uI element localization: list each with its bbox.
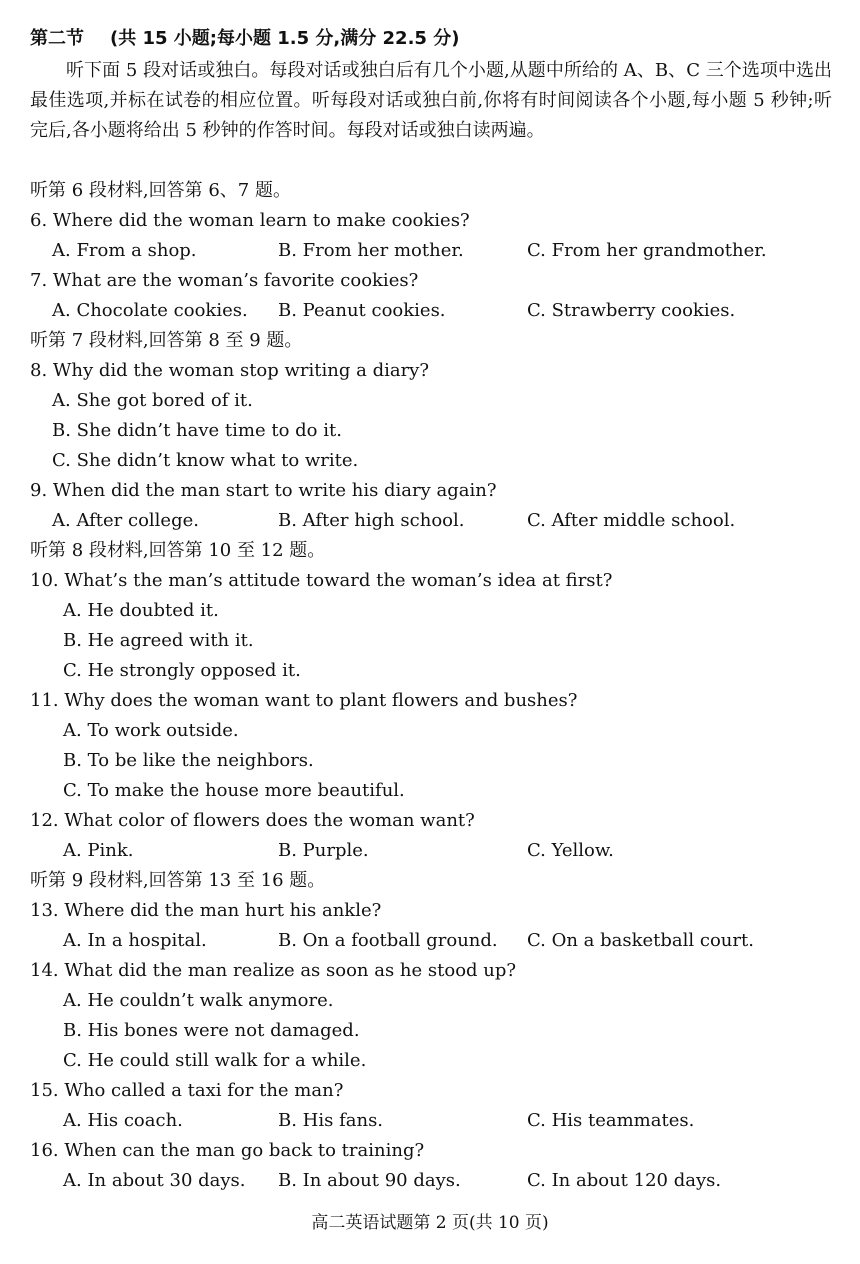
option-a: A. After college. (52, 510, 199, 531)
question-stem: 15. Who called a taxi for the man? (30, 1080, 344, 1101)
section-detail: (共 15 小题;每小题 1.5 分,满分 22.5 分) (110, 28, 460, 49)
option-c: C. In about 120 days. (527, 1170, 722, 1191)
option-a: A. Chocolate cookies. (52, 300, 248, 321)
question-stem: 13. Where did the man hurt his ankle? (30, 900, 382, 921)
option-c: C. Yellow. (527, 840, 614, 861)
option-b: B. Peanut cookies. (278, 300, 446, 321)
question-stem: 9. When did the man start to write his diary again? (30, 480, 497, 501)
question-stem: 8. Why did the woman stop writing a diary? (30, 360, 429, 381)
option-a: A. Pink. (63, 840, 134, 861)
option-c: C. From her grandmother. (527, 240, 767, 261)
option-a: A. In a hospital. (63, 930, 207, 951)
option-a: A. To work outside. (63, 720, 239, 741)
section-intro: 听下面 5 段对话或独白。每段对话或独白后有几个小题,从题中所给的 A、B、C 三个选项中选出最佳选项,并标在试卷的相应位置。听每段对话或独白前,你将有时间阅读各个小题,每小题 5 秒钟;听完后,各小题将给出 5 秒钟的作答时间。每段对话或独白读两遍。 (30, 60, 832, 141)
question-stem: 11. Why does the woman want to plant flowers and bushes? (30, 690, 578, 711)
option-b: B. To be like the neighbors. (63, 750, 314, 771)
group-instruction: 听第 7 段材料,回答第 8 至 9 题。 (30, 330, 303, 351)
option-b: B. From her mother. (278, 240, 464, 261)
option-b: B. His fans. (278, 1110, 384, 1131)
option-b: B. She didn’t have time to do it. (52, 420, 342, 441)
page-footer: 高二英语试题第 2 页(共 10 页) (311, 1213, 549, 1233)
group-instruction: 听第 9 段材料,回答第 13 至 16 题。 (30, 870, 326, 891)
option-c: C. On a basketball court. (527, 930, 754, 951)
question-stem: 6. Where did the woman learn to make cookies? (30, 210, 470, 231)
group-instruction: 听第 8 段材料,回答第 10 至 12 题。 (30, 540, 326, 561)
section-title: 第二节 (30, 28, 84, 49)
option-a: A. He doubted it. (63, 600, 219, 621)
option-c: C. He could still walk for a while. (63, 1050, 367, 1071)
option-b: B. On a football ground. (278, 930, 498, 951)
option-b: B. After high school. (278, 510, 465, 531)
group-instruction: 听第 6 段材料,回答第 6、7 题。 (30, 180, 291, 201)
option-b: B. He agreed with it. (63, 630, 254, 651)
option-a: A. His coach. (63, 1110, 183, 1131)
section-heading (30, 24, 459, 54)
option-c: C. After middle school. (527, 510, 736, 531)
option-b: B. In about 90 days. (278, 1170, 461, 1191)
question-stem: 10. What’s the man’s attitude toward the woman’s idea at first? (30, 570, 613, 591)
question-stem: 7. What are the woman’s favorite cookies? (30, 270, 419, 291)
option-a: A. She got bored of it. (52, 390, 253, 411)
option-a: A. From a shop. (52, 240, 197, 261)
option-c: C. He strongly opposed it. (63, 660, 301, 681)
option-b: B. His bones were not damaged. (63, 1020, 360, 1041)
question-stem: 16. When can the man go back to training? (30, 1140, 425, 1161)
option-c: C. To make the house more beautiful. (63, 780, 405, 801)
option-a: A. In about 30 days. (63, 1170, 246, 1191)
option-a: A. He couldn’t walk anymore. (63, 990, 334, 1011)
option-c: C. She didn’t know what to write. (52, 450, 359, 471)
option-b: B. Purple. (278, 840, 369, 861)
question-stem: 14. What did the man realize as soon as he stood up? (30, 960, 517, 981)
question-stem: 12. What color of flowers does the woman want? (30, 810, 475, 831)
option-c: C. Strawberry cookies. (527, 300, 736, 321)
option-c: C. His teammates. (527, 1110, 695, 1131)
